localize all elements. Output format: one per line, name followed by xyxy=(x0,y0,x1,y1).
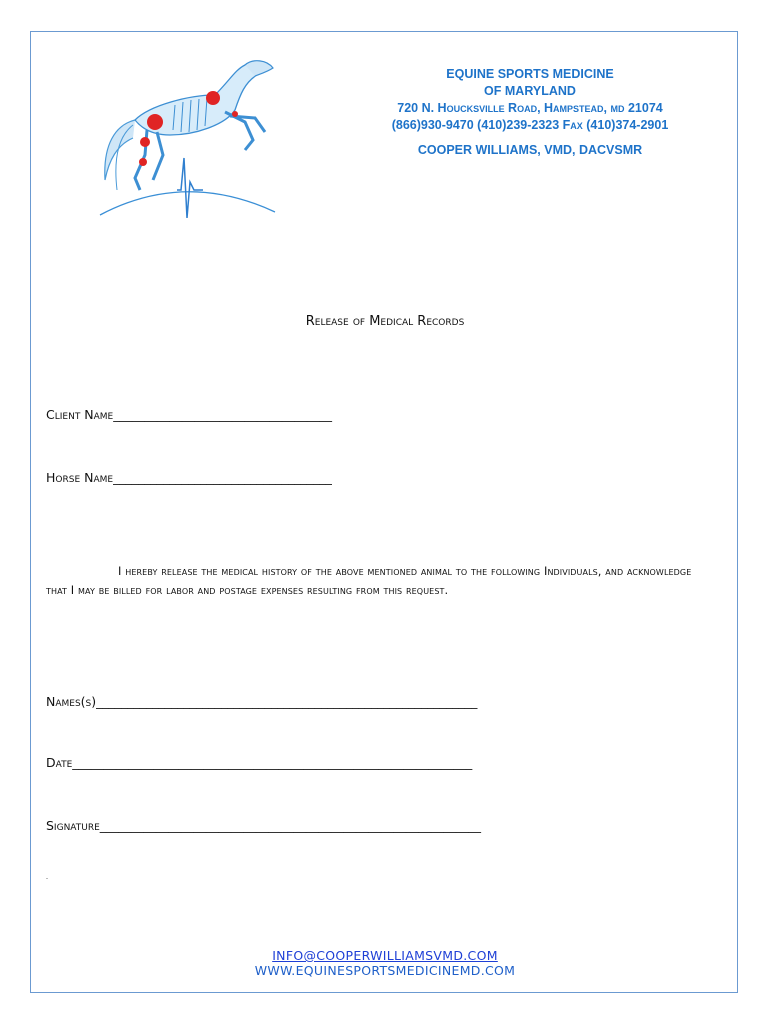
org-name-line2: OF MARYLAND xyxy=(484,84,576,98)
website-text: WWW.EQUINESPORTSMEDICINEMD.COM xyxy=(254,963,516,978)
footer-contact xyxy=(0,948,770,978)
clinic-address: 720 N. Houcksville Road, Hampstead, md 21074 xyxy=(397,101,663,115)
email-link[interactable]: INFO@COOPERWILLIAMSVMD.COM xyxy=(272,948,498,963)
doctor-name: COOPER WILLIAMS, VMD, DACVSMR xyxy=(417,143,643,157)
signature-field[interactable]: Signature_____________________________________________________________ xyxy=(46,818,482,833)
release-statement xyxy=(46,562,706,600)
document-title: Release of Medical Records xyxy=(305,314,465,329)
names-field[interactable]: Names(s)_____________________________________________________________ xyxy=(46,694,478,709)
org-name-line1: EQUINE SPORTS MEDICINE xyxy=(446,67,614,81)
horse-name-field[interactable]: Horse Name___________________________________ xyxy=(46,470,332,485)
date-field[interactable]: Date________________________________________________________________ xyxy=(46,755,473,770)
stray-mark xyxy=(46,878,48,879)
clinic-header xyxy=(360,66,700,159)
release-statement-text: I hereby release the medical history of the above mentioned animal to the following Individuals, and acknowledge that I may be billed for labor and postage expenses resulting from this request. xyxy=(46,564,692,597)
clinic-phone: (866)930-9470 (410)239-2323 Fax (410)374-2901 xyxy=(391,118,669,132)
client-name-field[interactable]: Client Name___________________________________ xyxy=(46,407,332,422)
jumping-horse-skeleton-logo xyxy=(95,50,280,220)
